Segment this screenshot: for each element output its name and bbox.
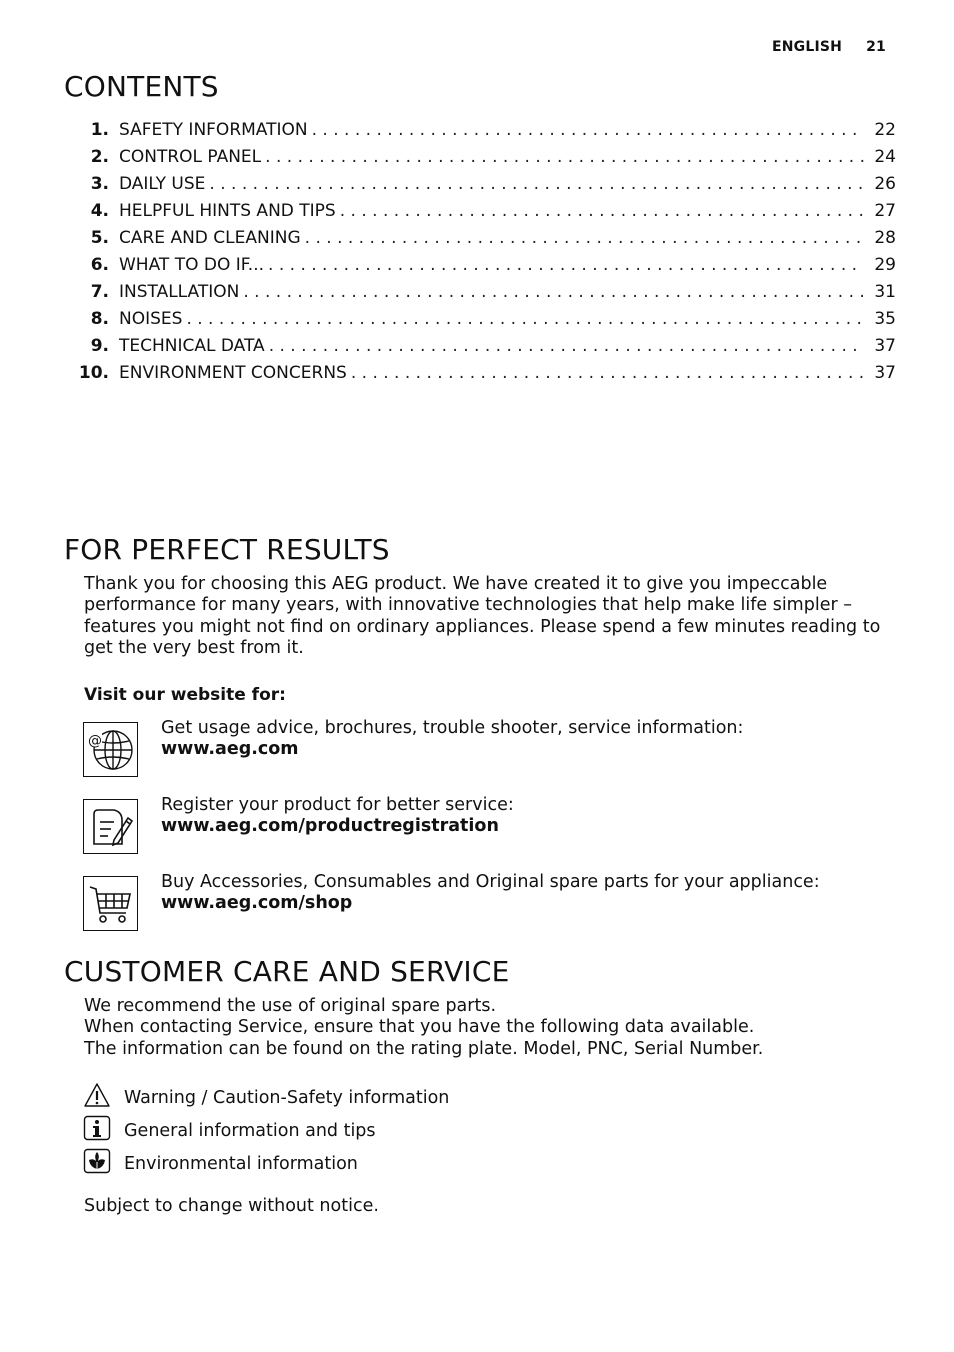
care-line: The information can be found on the rating plate. Model, PNC, Serial Number. xyxy=(84,1038,764,1059)
legend-label: Warning / Caution-Safety information xyxy=(124,1088,450,1108)
toc-item-page: 31 xyxy=(874,282,896,302)
toc-leader-dots xyxy=(268,255,864,275)
toc-item-title: WHAT TO DO IF... xyxy=(119,255,265,275)
toc-item[interactable] xyxy=(70,228,896,255)
service-text xyxy=(161,718,743,761)
toc-item-page: 35 xyxy=(874,309,896,329)
table-of-contents xyxy=(70,120,896,390)
toc-leader-dots xyxy=(243,282,864,302)
language-label: ENGLISH xyxy=(772,39,843,55)
toc-leader-dots xyxy=(265,147,864,167)
toc-item[interactable] xyxy=(70,363,896,390)
toc-item[interactable] xyxy=(70,201,896,228)
toc-item-page: 26 xyxy=(874,174,896,194)
toc-item-page: 24 xyxy=(874,147,896,167)
toc-item-title: HELPFUL HINTS AND TIPS xyxy=(119,201,336,221)
info-icon xyxy=(83,1115,111,1141)
toc-leader-dots xyxy=(269,336,864,356)
toc-item-title: ENVIRONMENT CONCERNS xyxy=(119,363,347,383)
toc-item-page: 28 xyxy=(874,228,896,248)
toc-item-number: 1. xyxy=(90,120,109,140)
toc-leader-dots xyxy=(305,228,864,248)
toc-item-title: DAILY USE xyxy=(119,174,206,194)
toc-item-title: NOISES xyxy=(119,309,183,329)
toc-item[interactable] xyxy=(70,255,896,282)
toc-item[interactable] xyxy=(70,174,896,201)
toc-item-page: 37 xyxy=(874,336,896,356)
service-text xyxy=(161,795,514,838)
toc-item-title: CARE AND CLEANING xyxy=(119,228,301,248)
toc-item[interactable] xyxy=(70,309,896,336)
toc-item-number: 4. xyxy=(90,201,109,221)
intro-paragraph: Thank you for choosing this AEG product. We have created it to give you impeccable performance for many years, with innovative technologies that help make life simpler – features you might not find on ordinary appliances. Please spend a few minutes reading to get the very best from it. xyxy=(84,574,881,658)
service-description: Buy Accessories, Consumables and Original spare parts for your appliance: xyxy=(161,872,820,892)
toc-item-number: 9. xyxy=(90,336,109,356)
care-line: When contacting Service, ensure that you have the following data available. xyxy=(84,1017,755,1038)
service-description: Get usage advice, brochures, trouble shooter, service information: xyxy=(161,718,744,738)
care-paragraph xyxy=(84,996,896,1060)
toc-item[interactable] xyxy=(70,147,896,174)
environment-icon xyxy=(83,1148,111,1174)
notice-text: Subject to change without notice. xyxy=(84,1196,379,1216)
service-item-registration xyxy=(83,795,895,855)
toc-item-number: 8. xyxy=(90,309,109,329)
toc-item-title: CONTROL PANEL xyxy=(119,147,262,167)
toc-leader-dots xyxy=(209,174,864,194)
toc-item-number: 5. xyxy=(90,228,109,248)
toc-leader-dots xyxy=(351,363,864,383)
warning-icon xyxy=(83,1082,111,1108)
toc-leader-dots xyxy=(312,120,864,140)
toc-item-page: 29 xyxy=(874,255,896,275)
care-title: CUSTOMER CARE AND SERVICE xyxy=(64,955,510,988)
legend-label: Environmental information xyxy=(124,1154,358,1174)
svg-text:@: @ xyxy=(88,733,102,749)
running-header xyxy=(748,39,886,55)
service-link[interactable]: www.aeg.com/shop xyxy=(161,893,353,914)
visit-heading: Visit our website for: xyxy=(84,685,286,705)
toc-item[interactable] xyxy=(70,282,896,309)
page-number: 21 xyxy=(866,39,886,55)
service-link[interactable]: www.aeg.com/productregistration xyxy=(161,816,499,837)
toc-item[interactable] xyxy=(70,336,896,363)
results-title: FOR PERFECT RESULTS xyxy=(64,533,390,566)
toc-item-title: TECHNICAL DATA xyxy=(119,336,265,356)
toc-item-page: 27 xyxy=(874,201,896,221)
toc-item-number: 7. xyxy=(90,282,109,302)
service-item-shop xyxy=(83,872,895,932)
toc-item-page: 22 xyxy=(874,120,896,140)
toc-item-page: 37 xyxy=(874,363,896,383)
service-text xyxy=(161,872,820,915)
toc-item-number: 6. xyxy=(90,255,109,275)
toc-item-title: SAFETY INFORMATION xyxy=(119,120,308,140)
service-link[interactable]: www.aeg.com xyxy=(161,739,299,760)
service-item-advice xyxy=(83,718,895,778)
toc-item-title: INSTALLATION xyxy=(119,282,240,302)
toc-item-number: 10. xyxy=(78,363,109,383)
care-line: We recommend the use of original spare parts. xyxy=(84,996,497,1016)
toc-item-number: 2. xyxy=(90,147,109,167)
toc-leader-dots xyxy=(340,201,864,221)
legend-label: General information and tips xyxy=(124,1121,376,1141)
registration-form-icon xyxy=(83,799,138,854)
service-description: Register your product for better service: xyxy=(161,795,514,815)
shopping-cart-icon xyxy=(83,876,138,931)
globe-at-icon xyxy=(83,722,138,777)
toc-item-number: 3. xyxy=(90,174,109,194)
toc-item[interactable] xyxy=(70,120,896,147)
contents-title: CONTENTS xyxy=(64,70,219,103)
toc-leader-dots xyxy=(186,309,864,329)
